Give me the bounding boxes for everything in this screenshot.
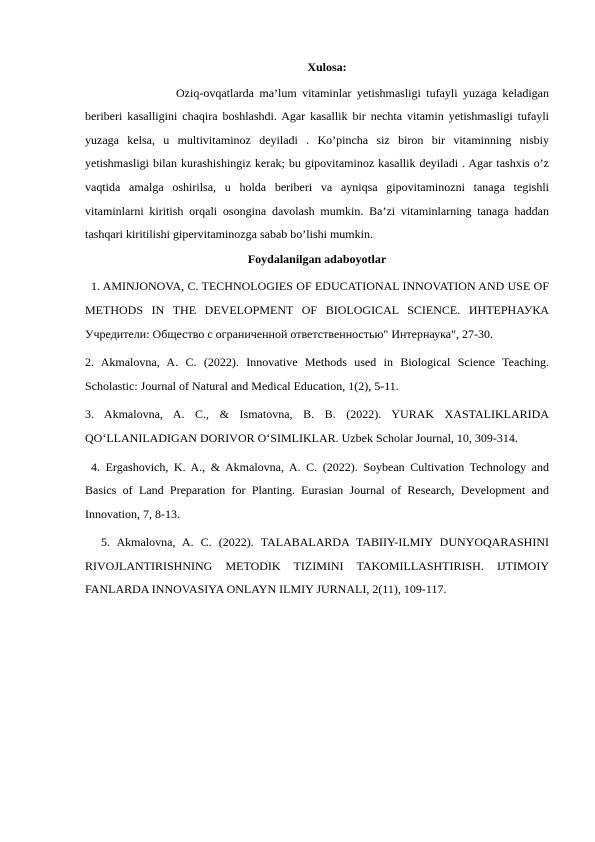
reference-item: 1. AMINJONOVA, C. TECHNOLOGIES OF EDUCATIONAL INNOVATION AND USE OF METHODS IN THE DEVELOPMENT OF BIOLOGICAL SCIENCE. ИНТЕРНАУКА Учредители: Общество с ограниченной ответственностью" Интернаука", 27-30. xyxy=(85,279,549,341)
summary-title: Xulosa: xyxy=(307,60,347,74)
reference-item: 2. Akmalovna, A. C. (2022). Innovative Methods used in Biological Science Teaching. Scholastic: Journal of Natural and Medical Education, 1(2), 5-11. xyxy=(85,355,549,393)
references-title: Foydalanilgan adaboyotlar xyxy=(247,251,387,266)
reference-item: 4. Ergashovich, K. A., & Akmalovna, A. C. (2022). Soybean Cultivation Technology and Basics of Land Preparation for Planting. Eurasian Journal of Research, Development and Innovation, 7, 8-13. xyxy=(85,459,549,521)
summary-paragraph: Oziq-ovqatlarda ma’lum vitaminlar yetishmasligi tufayli yuzaga keladigan beriberi kasalligini chaqira boshlashdi. Agar kasallik bir nechta vitamin yetishmasligi tufayli yuzaga kelsa, u multivitaminoz deyiladi . Ko’pincha siz biron bir vitaminning nisbiy yetishmasligi bilan kurashishingiz kerak; bu gipovitaminoz kasallik deyiladi . Agar tashxis o’z vaqtida amalga oshirilsa, u holda beriberi va ayniqsa gipovitaminozni tanaga tegishli vitaminlarni kiritish orqali osongina davolash mumkin. Ba’zi vitaminlarning tanaga haddan tashqari kiritilishi gipervitaminozga sabab bo’lishi mumkin. xyxy=(85,85,549,242)
reference-item: 5. Akmalovna, A. C. (2022). TALABALARDA TABIIY-ILMIY DUNYOQARASHINI RIVOJLANTIRISHNING METODIK TIZIMINI TAKOMILLASHTIRISH. IJTIMOIY FANLARDA INNOVASIYA ONLAYN ILMIY JURNALI, 2(11), 109-117. xyxy=(85,535,549,597)
reference-item: 3. Akmalovna, A. C., & Ismatovna, B. B. (2022). YURAK XASTALIKLARIDA QO‘LLANILADIGAN DORIVOR O‘SIMLIKLAR. Uzbek Scholar Journal, 10, 309-314. xyxy=(85,407,549,445)
